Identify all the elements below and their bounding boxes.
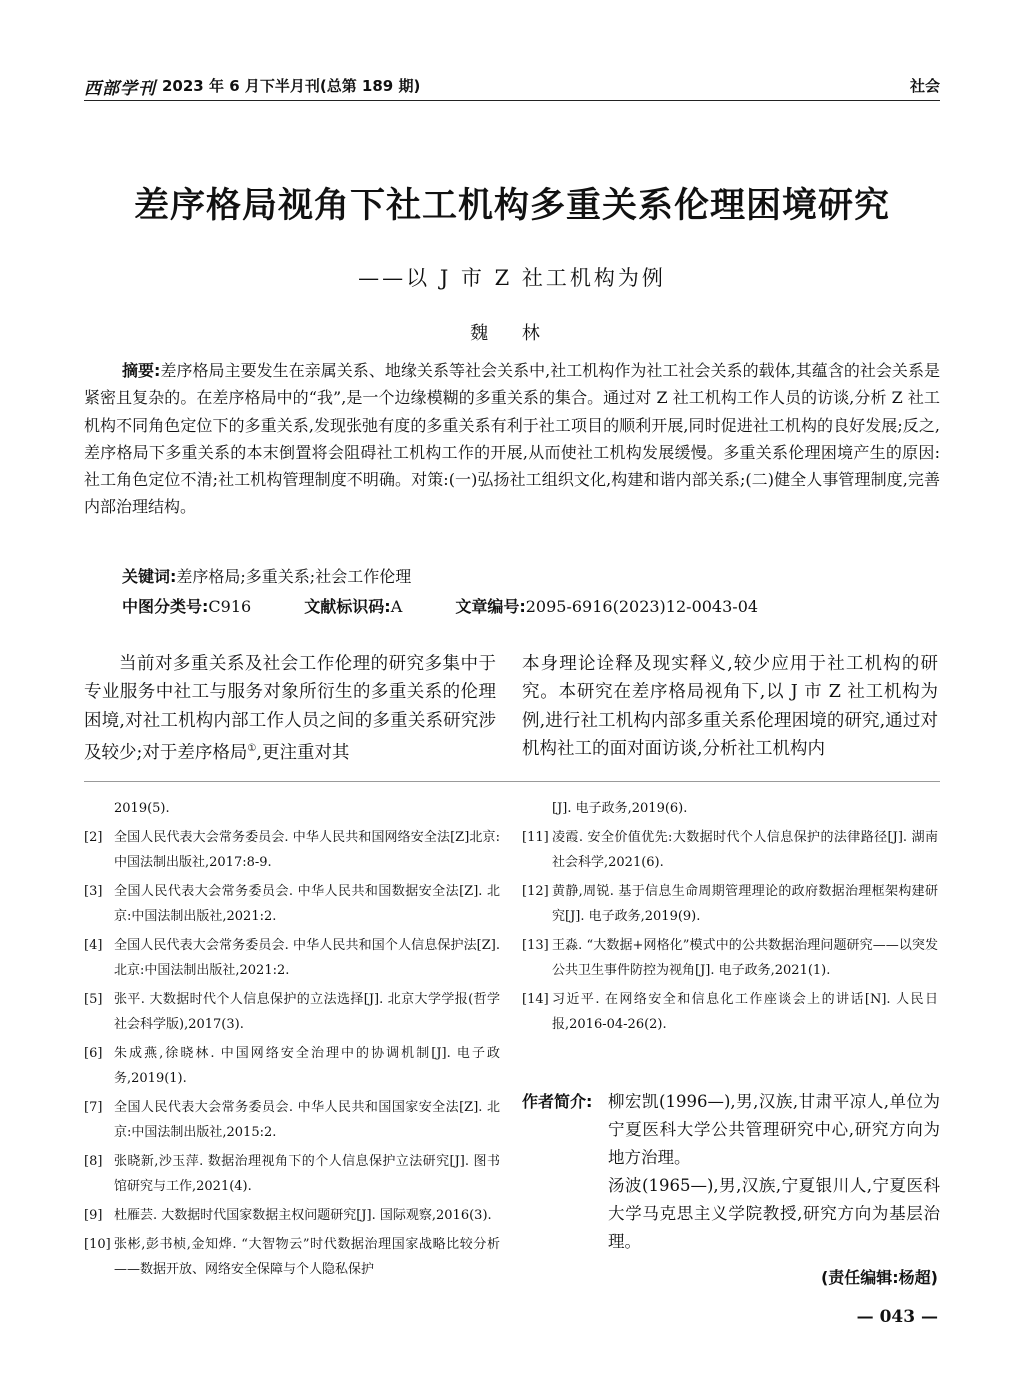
doc-code-item	[304, 597, 402, 616]
reference-number: [6]	[84, 1046, 103, 1061]
reference-number: [5]	[84, 992, 103, 1007]
reference-text: 张晓新,沙玉萍. 数据治理视角下的个人信息保护立法研究[J]. 图书馆研究与工作,2021(4).	[114, 1154, 500, 1194]
reference-item	[522, 933, 938, 983]
header-rule	[84, 100, 940, 101]
classification-line	[122, 594, 940, 617]
body-text-right: 本身理论诠释及现实释义,较少应用于社工机构的研究。本研究在差序格局视角下,以 J 市 Z 社工机构为例,进行社工机构内部多重关系伦理困境的研究,通过对机构社工的面对面访谈,分析社工机构内	[522, 654, 938, 760]
reference-number: [10]	[84, 1237, 111, 1252]
reference-item	[84, 933, 500, 983]
reference-text: 张平. 大数据时代个人信息保护的立法选择[J]. 北京大学学报(哲学社会科学版),2017(3).	[114, 992, 500, 1032]
reference-item	[84, 825, 500, 875]
body-text-left	[84, 650, 496, 767]
author-bio-para-2: 汤波(1965—),男,汉族,宁夏银川人,宁夏医科大学马克思主义学院教授,研究方向为基层治理。	[608, 1176, 940, 1251]
clc-item	[122, 597, 251, 616]
keywords-text: 差序格局;多重关系;社会工作伦理	[176, 567, 412, 586]
reference-number: [12]	[522, 884, 549, 899]
reference-text: 全国人民代表大会常务委员会. 中华人民共和国国家安全法[Z]. 北京:中国法制出版社,2015:2.	[114, 1100, 500, 1140]
footnote-marker: ①	[247, 743, 257, 755]
article-number-item	[455, 597, 758, 616]
page-number: — 043 —	[856, 1307, 938, 1327]
reference-item	[84, 1232, 500, 1282]
abstract	[84, 357, 940, 521]
article-number-value: 2095-6916(2023)12-0043-04	[525, 597, 759, 616]
reference-number: [11]	[522, 830, 549, 845]
reference-item	[84, 1203, 500, 1228]
reference-number: [14]	[522, 992, 549, 1007]
reference-text: 全国人民代表大会常务委员会. 中华人民共和国个人信息保护法[Z]. 北京:中国法制出版社,2021:2.	[114, 938, 500, 978]
reference-number: [4]	[84, 938, 103, 953]
reference-text: 全国人民代表大会常务委员会. 中华人民共和国网络安全法[Z]北京:中国法制出版社,2017:8-9.	[114, 830, 500, 870]
reference-item	[522, 825, 938, 875]
reference-text: 习近平. 在网络安全和信息化工作座谈会上的讲话[N]. 人民日报,2016-04-26(2).	[552, 992, 938, 1032]
running-header	[84, 70, 940, 104]
keywords-label: 关键词:	[122, 567, 177, 586]
reference-number: [8]	[84, 1154, 103, 1169]
references-right-column	[522, 796, 938, 1041]
abstract-text: 差序格局主要发生在亲属关系、地缘关系等社会关系中,社工机构作为社工社会关系的载体,其蕴含的社会关系是紧密且复杂的。在差序格局中的“我”,是一个边缘模糊的多重关系的集合。通过对 Z 社工机构工作人员的访谈,分析 Z 社工机构不同角色定位下的多重关系,发现张弛有度的多重关系有利于社工项目的顺利开展,同时促进社工机构的良好发展;反之,差序格局下多重关系的本末倒置将会阻碍社工机构工作的开展,从而使社工机构发展缓慢。多重关系伦理困境产生的原因:社工角色定位不清;社工机构管理制度不明确。对策:(一)弘扬社工组织文化,构建和谐内部关系;(二)健全人事管理制度,完善内部治理结构。	[84, 361, 940, 517]
clc-value: C916	[208, 597, 252, 616]
clc-label: 中图分类号:	[122, 597, 209, 616]
issue-info: 2023 年 6 月下半月刊(总第 189 期)	[162, 77, 421, 95]
doc-code-value: A	[390, 597, 403, 616]
article-title: 差序格局视角下社工机构多重关系伦理困境研究	[133, 185, 890, 226]
reference-item	[84, 987, 500, 1037]
reference-text: 黄静,周锐. 基于信息生命周期管理理论的政府数据治理框架构建研究[J]. 电子政务,2019(9).	[552, 884, 938, 924]
reference-number: [13]	[522, 938, 549, 953]
article-number-label: 文章编号:	[455, 597, 526, 616]
journal-logo: 西部学刊	[84, 79, 156, 99]
references-left-column	[84, 796, 500, 1286]
reference-item	[84, 879, 500, 929]
reference-item	[522, 879, 938, 929]
abstract-label: 摘要:	[122, 361, 161, 380]
doc-code-label: 文献标识码:	[304, 597, 391, 616]
keywords	[122, 564, 411, 587]
body-left-part-b: ,更注重对其	[256, 743, 350, 764]
reference-text: 2019(5).	[114, 801, 170, 816]
reference-text: 全国人民代表大会常务委员会. 中华人民共和国数据安全法[Z]. 北京:中国法制出版社,2021:2.	[114, 884, 500, 924]
author-bio	[522, 1088, 940, 1256]
reference-item	[84, 1095, 500, 1145]
reference-text: 王淼. “大数据+网格化”模式中的公共数据治理问题研究——以突发公共卫生事件防控为视角[J]. 电子政务,2021(1).	[552, 938, 938, 978]
author-bio-label: 作者简介:	[522, 1092, 593, 1111]
reference-item	[84, 1149, 500, 1199]
reference-text: 杜雁芸. 大数据时代国家数据主权问题研究[J]. 国际观察,2016(3).	[114, 1208, 492, 1223]
reference-item	[84, 796, 500, 821]
reference-number: [2]	[84, 830, 103, 845]
article-subtitle: ——以 J 市 Z 社工机构为例	[358, 266, 666, 290]
reference-text: 朱成燕,徐晓林. 中国网络安全治理中的协调机制[J]. 电子政务,2019(1).	[114, 1046, 500, 1086]
reference-item	[522, 796, 938, 821]
reference-text: 张彬,彭书桢,金知烨. “大智物云”时代数据治理国家战略比较分析——数据开放、网络安全保障与个人隐私保护	[114, 1237, 500, 1277]
references-divider	[84, 781, 940, 782]
reference-number: [7]	[84, 1100, 103, 1115]
section-label: 社会	[909, 77, 940, 95]
reference-number: [3]	[84, 884, 103, 899]
responsible-editor: (责任编辑:杨超)	[820, 1268, 938, 1287]
reference-text: 凌霞. 安全价值优先:大数据时代个人信息保护的法律路径[J]. 湖南社会科学,2021(6).	[552, 830, 938, 870]
author-name: 魏 林	[470, 323, 554, 344]
author-bio-para-1: 柳宏凯(1996—),男,汉族,甘肃平凉人,单位为宁夏医科大学公共管理研究中心,研究方向为地方治理。	[608, 1092, 940, 1167]
reference-item	[522, 987, 938, 1037]
reference-number: [9]	[84, 1208, 103, 1223]
body-left-part-a: 当前对多重关系及社会工作伦理的研究多集中于专业服务中社工与服务对象所衍生的多重关系的伦理困境,对社工机构内部工作人员之间的多重关系研究涉及较少;对于差序格局	[84, 654, 496, 764]
reference-text: [J]. 电子政务,2019(6).	[552, 801, 688, 816]
reference-item	[84, 1041, 500, 1091]
